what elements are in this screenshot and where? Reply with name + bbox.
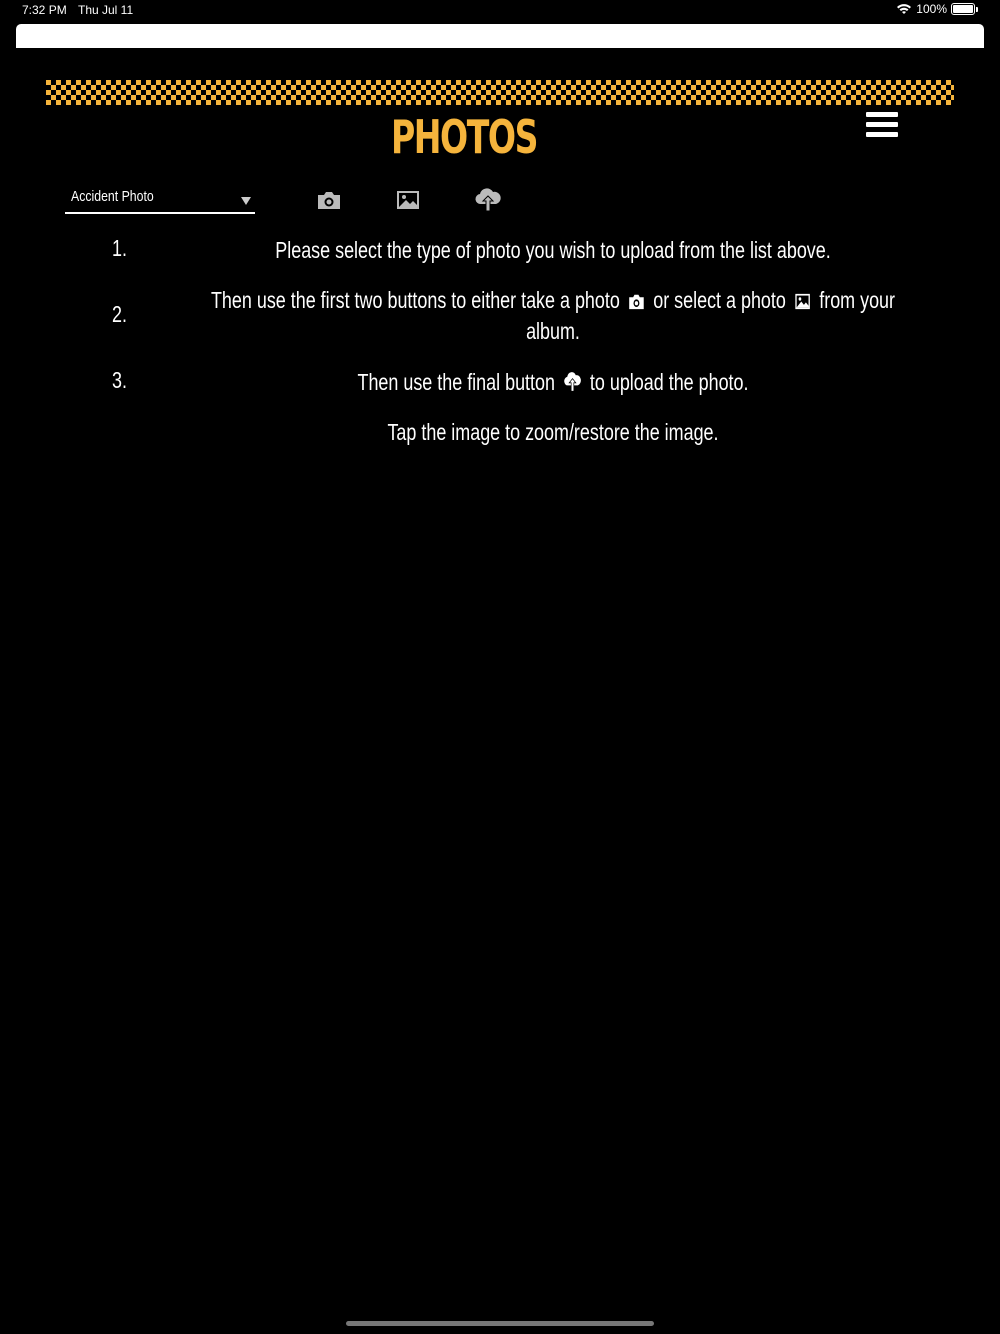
image-icon	[395, 189, 421, 211]
status-date: Thu Jul 11	[78, 3, 134, 17]
step-text	[206, 235, 900, 266]
cloud-upload-icon	[563, 371, 582, 393]
step-3-text-b: to upload the photo.	[589, 369, 749, 395]
step-2-text-b: or select a photo	[653, 287, 786, 313]
image-icon	[794, 292, 811, 311]
battery-icon	[951, 3, 978, 15]
camera-icon	[628, 292, 645, 311]
step-2-text-c: from your album.	[526, 287, 896, 344]
tip-text: Tap the image to zoom/restore the image.	[387, 419, 719, 445]
menu-icon[interactable]	[866, 112, 898, 142]
tip	[0, 414, 1000, 454]
battery-percent: 100%	[916, 2, 947, 16]
step-2	[0, 282, 1000, 364]
step-number: 2.	[112, 301, 127, 327]
cloud-upload-icon	[474, 187, 502, 213]
upload-photo-button[interactable]	[474, 186, 502, 214]
browser-top-bar	[16, 24, 984, 48]
wifi-icon	[896, 3, 912, 15]
status-right	[896, 2, 978, 16]
status-time: 7:32 PM	[22, 3, 67, 17]
home-indicator[interactable]	[346, 1321, 654, 1326]
take-photo-button[interactable]	[315, 186, 343, 214]
step-3	[0, 364, 1000, 414]
step-3-text-a: Then use the final button	[357, 369, 555, 395]
step-number: 1.	[112, 235, 127, 261]
status-bar	[0, 0, 1000, 22]
checkered-banner	[46, 80, 954, 105]
camera-icon	[316, 189, 342, 211]
step-number: 3.	[112, 367, 127, 393]
step-1-text: Please select the type of photo you wish to upload from the list above.	[275, 237, 831, 263]
step-text	[206, 367, 900, 398]
step-2-text-a: Then use the first two buttons to either take a photo	[210, 287, 620, 313]
step-text	[206, 285, 900, 347]
chevron-down-icon	[241, 197, 251, 205]
select-photo-button[interactable]	[394, 186, 422, 214]
page-title: PHOTOS	[390, 110, 538, 164]
photo-type-select[interactable]	[65, 184, 255, 214]
instructions	[0, 232, 1000, 454]
step-1	[0, 232, 1000, 282]
photo-type-selected: Accident Photo	[71, 188, 154, 205]
